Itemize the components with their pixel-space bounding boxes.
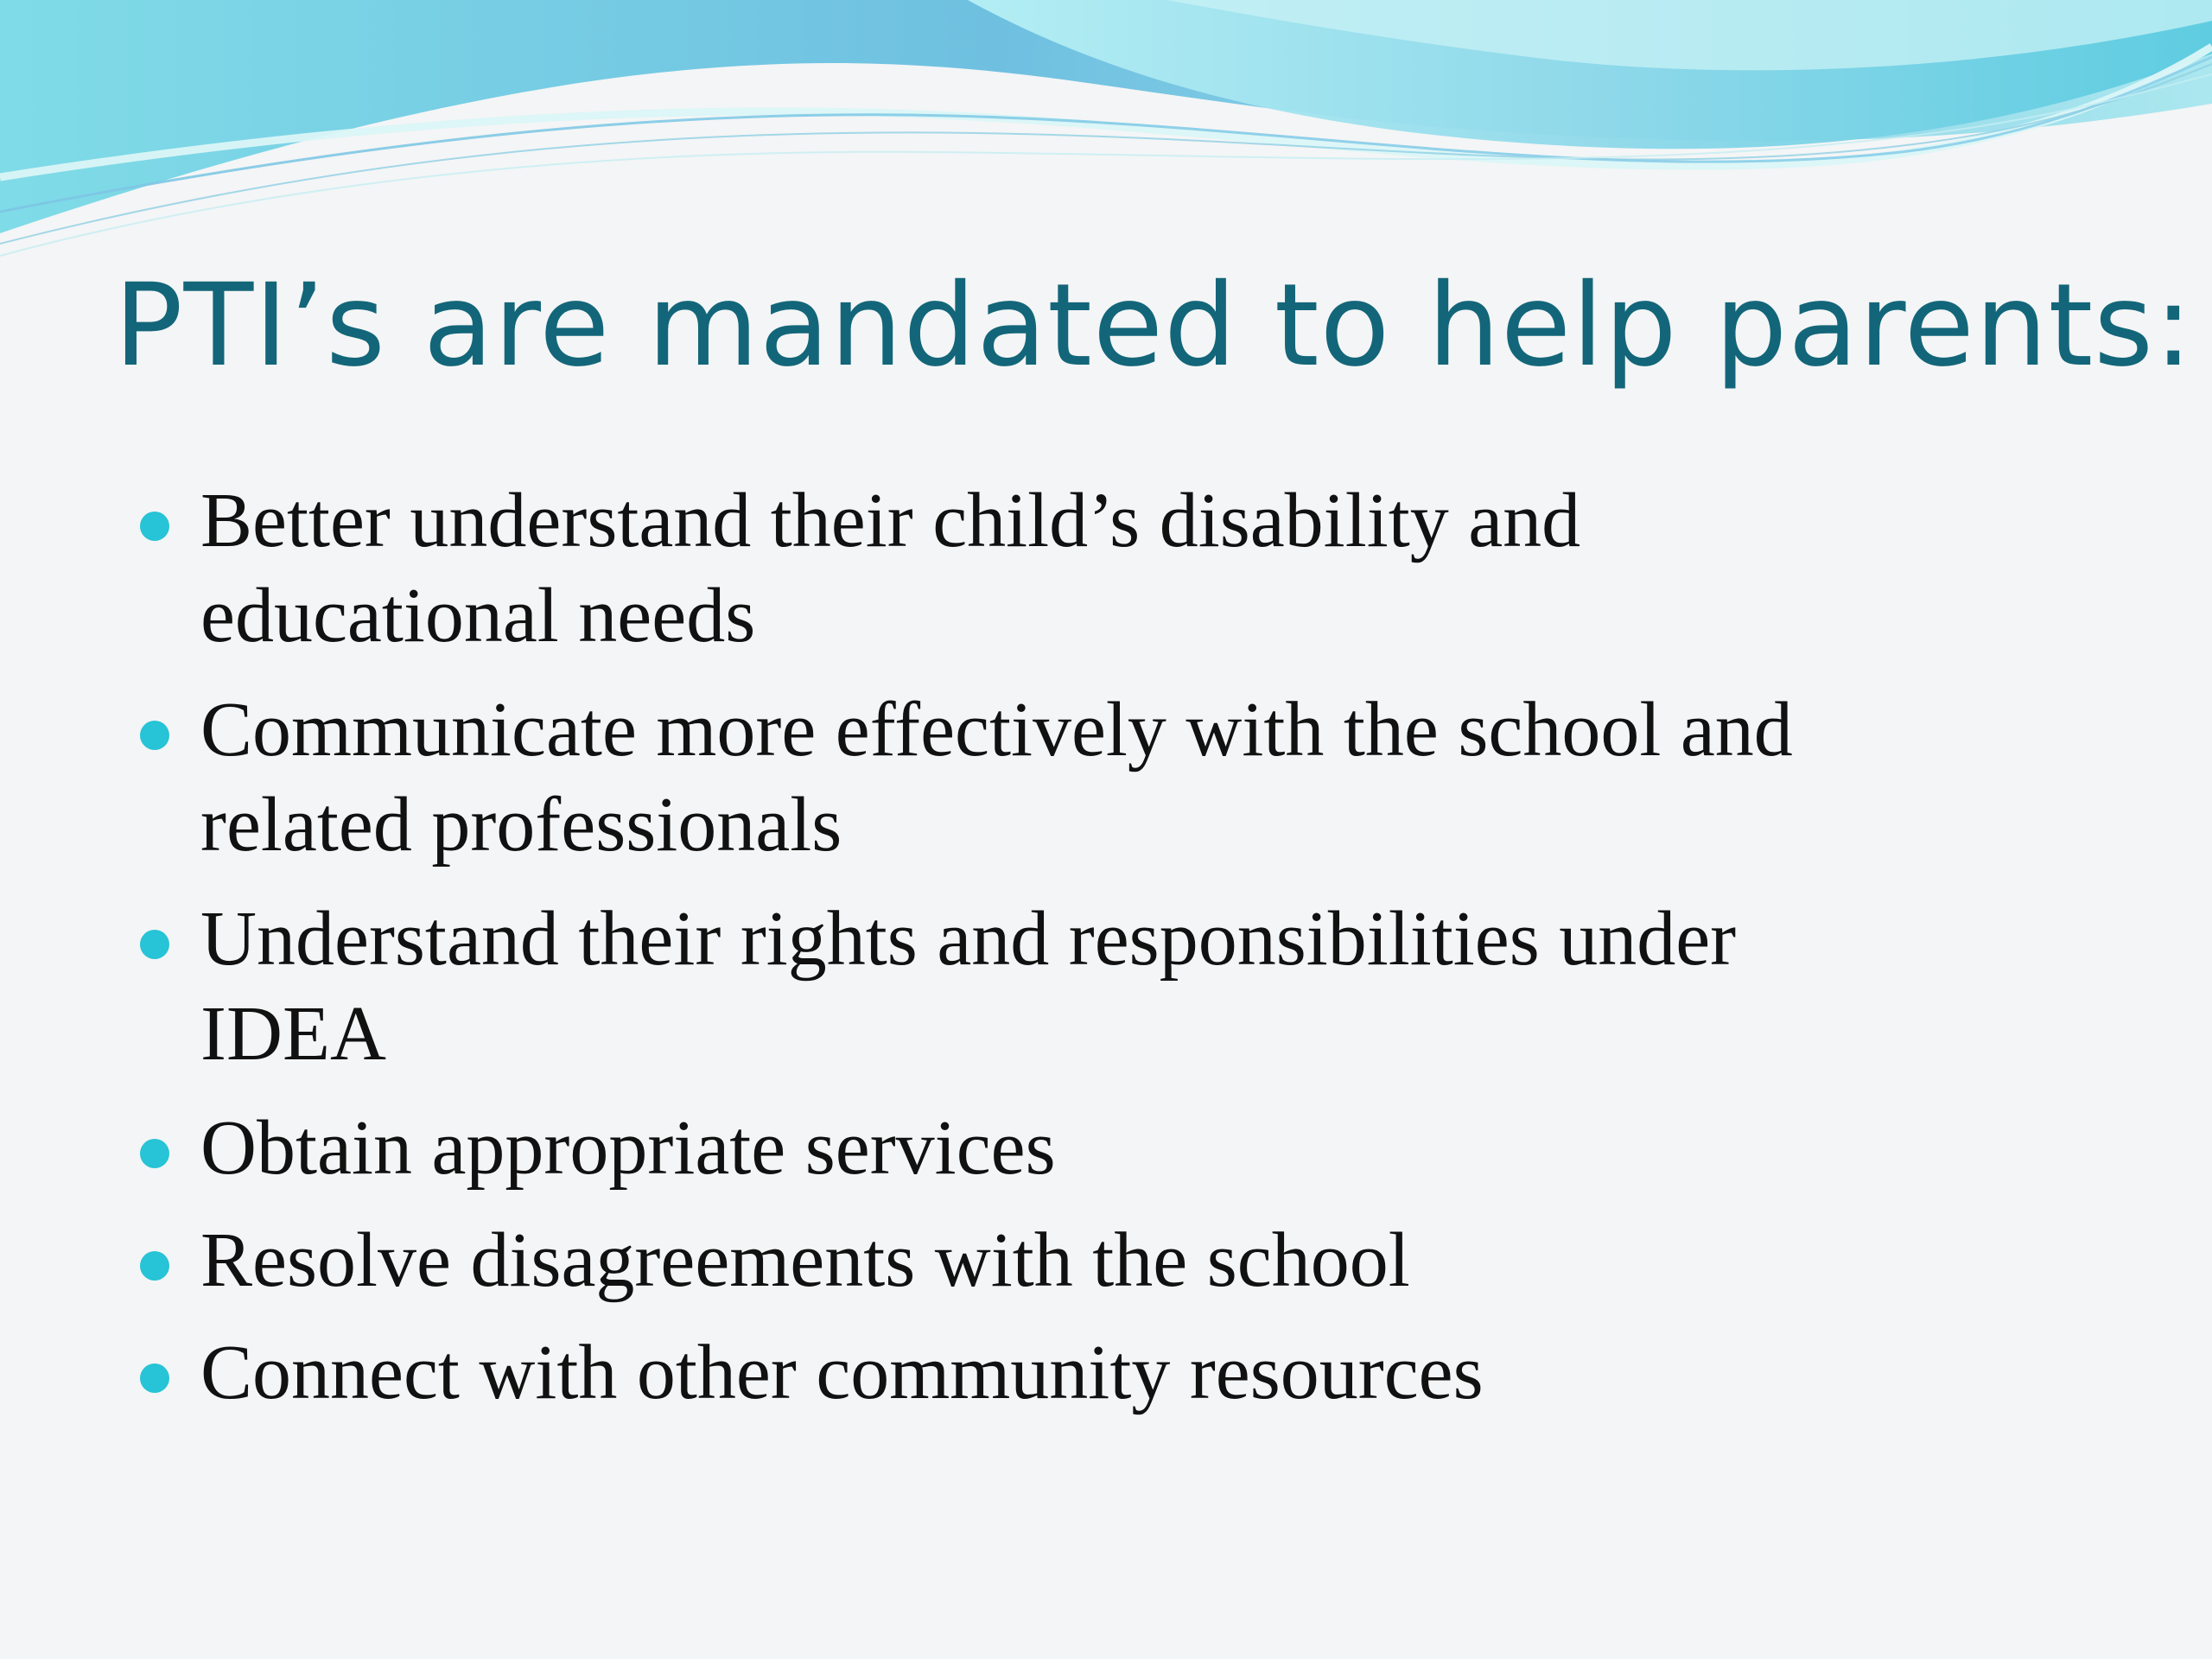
bullet-item-disagreements <box>138 1213 2126 1308</box>
bullet-list <box>138 474 2126 1438</box>
bullet-item-services <box>138 1101 2126 1196</box>
bullet-dot-icon <box>140 1363 169 1393</box>
bullet-text: Communicate more effectively with the school and related professionals <box>200 687 1793 868</box>
bullet-text: Understand their rights and responsibilities under IDEA <box>200 896 1737 1077</box>
wave-decoration-icon <box>0 0 2212 259</box>
bullet-dot-icon <box>140 1251 169 1281</box>
bullet-dot-icon <box>140 512 169 541</box>
bullet-text: Resolve disagreements with the school <box>200 1217 1410 1303</box>
bullet-dot-icon <box>140 721 169 750</box>
bullet-item-communicate <box>138 683 2126 873</box>
bullet-text: Better understand their child’s disability and educational needs <box>200 478 1581 658</box>
bullet-dot-icon <box>140 930 169 959</box>
bullet-item-understand-disability <box>138 474 2126 664</box>
bullet-text: Obtain appropriate services <box>200 1105 1056 1191</box>
bullet-text: Connect with other community resources <box>200 1330 1484 1415</box>
bullet-dot-icon <box>140 1139 169 1168</box>
slide-title: PTI’s are mandated to help parents: <box>114 259 2194 392</box>
bullet-item-rights-idea <box>138 892 2126 1082</box>
bullet-item-community-resources <box>138 1325 2126 1421</box>
